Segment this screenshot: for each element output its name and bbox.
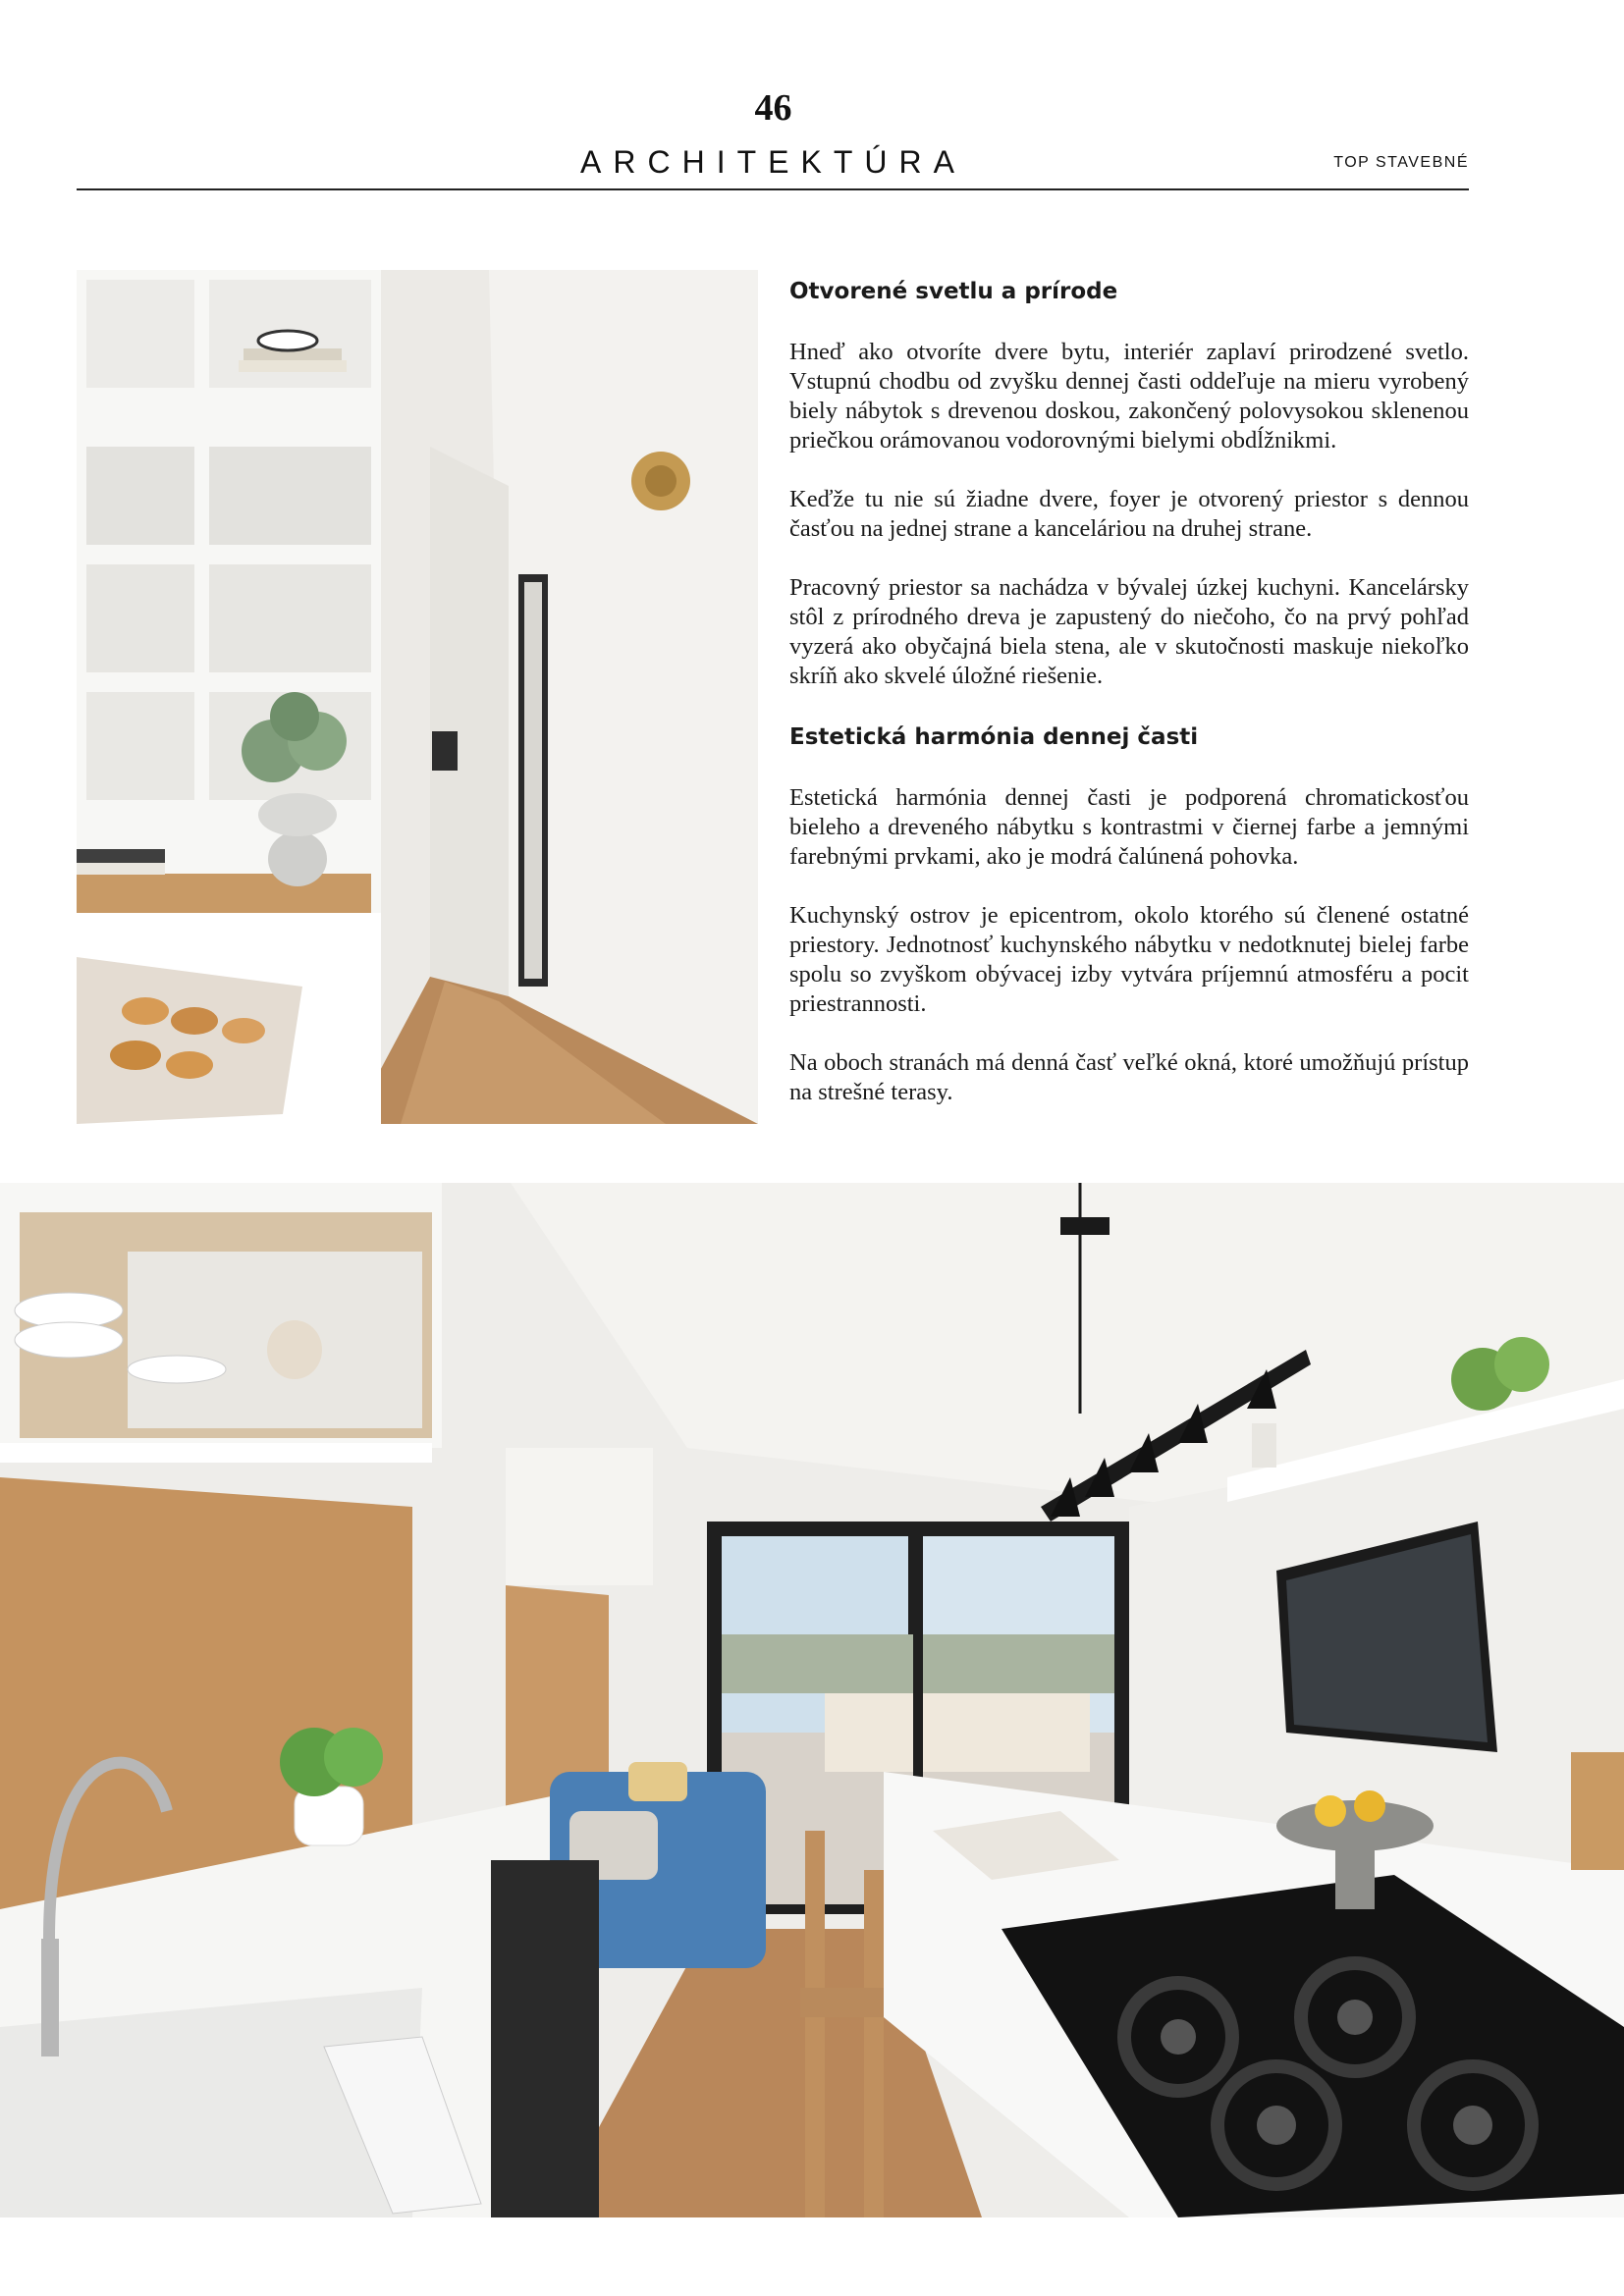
article-paragraph-4: Estetická harmónia dennej časti je podporená chromatickosťou bieleho a dreveného nábytku s kontrastmi v čiernej farbe a jemnými farebnými prvkami, ako je modrá čalúnená pohovka.: [789, 784, 1469, 870]
magazine-name: TOP STAVEBNÉ: [1333, 154, 1469, 171]
article-paragraph-5: Kuchynský ostrov je epicentrom, okolo ktorého sú členené ostatné priestory. Jednotnosť kuchynského nábytku v nedotknutej bielej farbe spolu so zvyškom obývacej izby vytvára príjemnú atmosféru a pocit priestrannosti.: [789, 902, 1469, 1017]
article-body: [789, 275, 1469, 1137]
article-paragraph-1: Hneď ako otvoríte dvere bytu, interiér zaplaví prirodzené svetlo. Vstupnú chodbu od zvyšku dennej časti oddeľuje na mieru vyrobený biely nábytok s drevenou doskou, zakončený polovysokou sklenenou priečkou orámovanou vodorovnými bielymi obdĺžnikmi.: [789, 339, 1469, 454]
article-heading-1: Otvorené svetlu a prírode: [789, 279, 1118, 304]
section-title: ARCHITEKTÚRA: [580, 144, 966, 180]
article-heading-2: Estetická harmónia dennej časti: [789, 724, 1199, 750]
article-paragraph-2: Keďže tu nie sú žiadne dvere, foyer je otvorený priestor s dennou časťou na jednej strane a kanceláriou na druhej strane.: [789, 486, 1469, 542]
article-paragraph-6: Na oboch stranách má denná časť veľké okná, ktoré umožňujú prístup na strešné terasy.: [789, 1049, 1469, 1105]
corridor-photo: [77, 270, 758, 1124]
header-divider: [77, 188, 1469, 190]
page-number: 46: [754, 87, 792, 129]
kitchen-photo: [0, 1183, 1624, 2217]
article-paragraph-3: Pracovný priestor sa nachádza v bývalej úzkej kuchyni. Kancelársky stôl z prírodného dreva je zapustený do niečoho, čo na prvý pohľad vyzerá ako obyčajná biela stena, ale v skutočnosti maskuje niekoľko skríň ako skvelé úložné riešenie.: [789, 574, 1469, 689]
